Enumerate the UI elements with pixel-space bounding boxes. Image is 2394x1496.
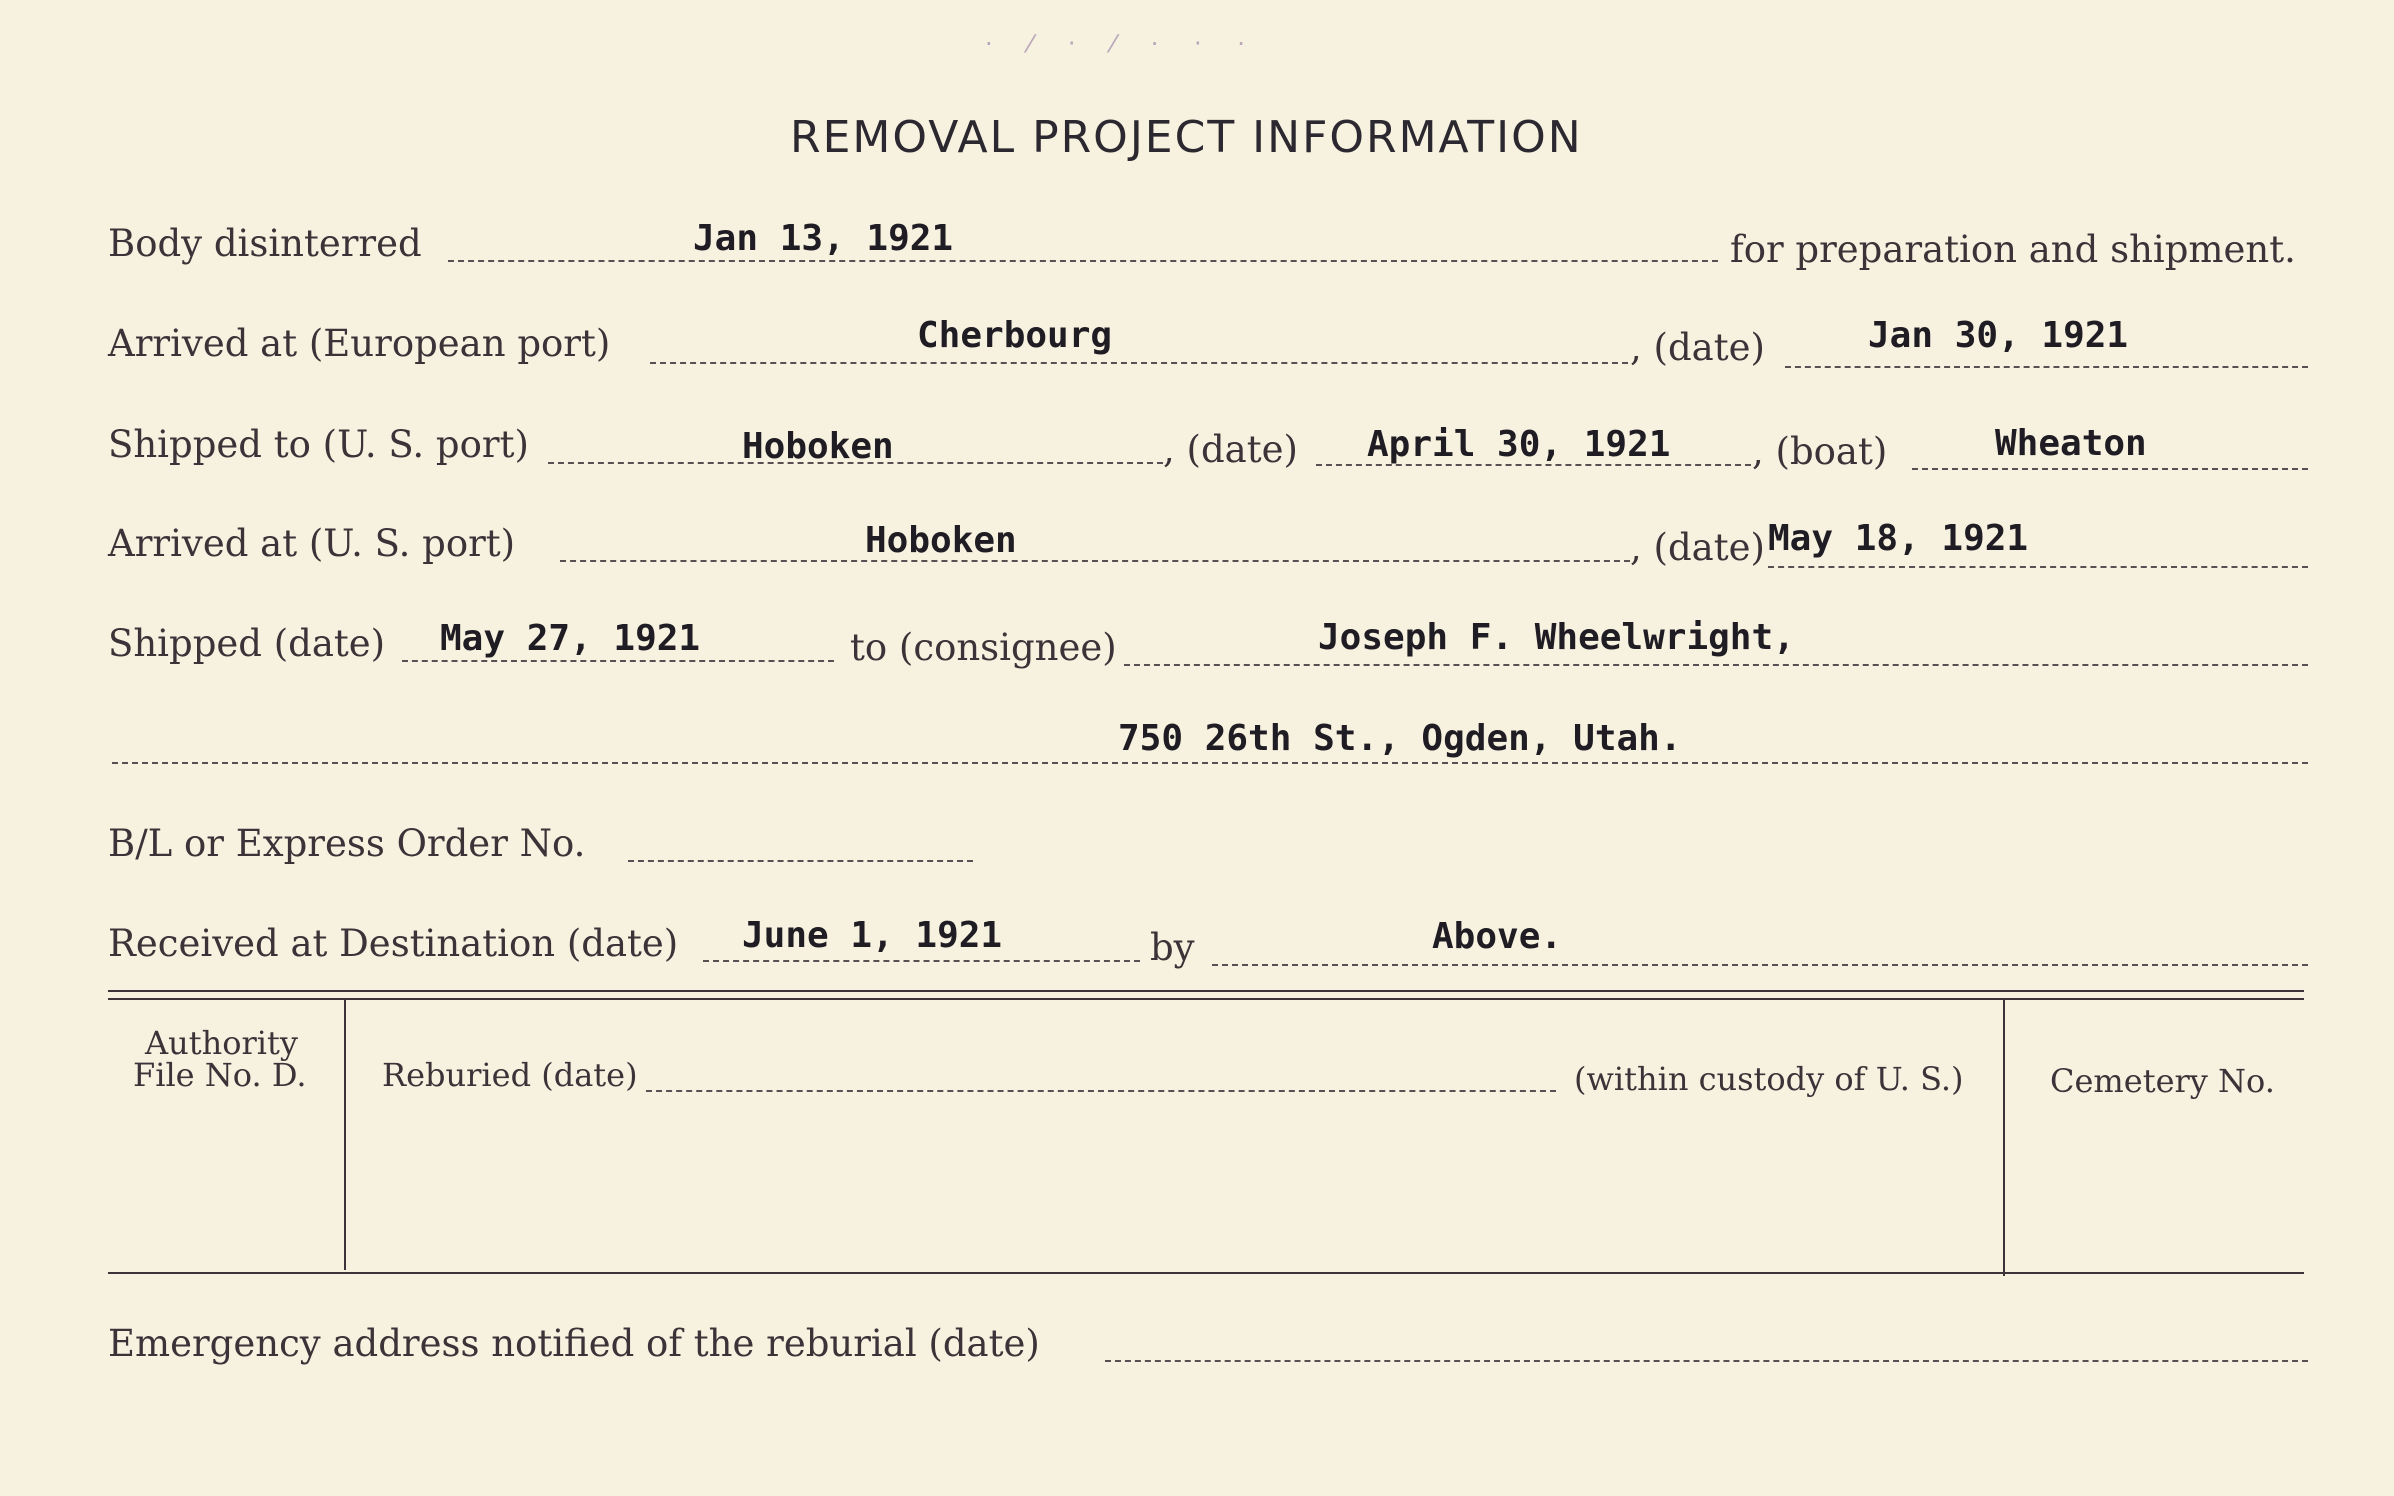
bl-express-line — [628, 860, 973, 862]
received-by-value: Above. — [1432, 916, 1563, 957]
authority-label-line1: Authority — [145, 1024, 298, 1062]
cemetery-number-label: Cemetery No. — [2050, 1062, 2275, 1100]
shipped-date-line — [402, 660, 834, 662]
disinterred-field-line — [448, 260, 1718, 262]
table-divider-left — [344, 1000, 346, 1270]
received-by-line — [1212, 964, 2308, 966]
reburied-label: Reburied (date) — [382, 1056, 638, 1094]
shipped-us-date-value: April 30, 1921 — [1367, 424, 1671, 465]
faint-stamp-marks: · ⁄ ‧ ⁄ · ‧ · — [985, 30, 1259, 58]
address-line — [112, 762, 2308, 764]
consignee-label: to (consignee) — [850, 626, 1117, 669]
arrived-us-port-value: Hoboken — [865, 520, 1017, 561]
consignee-line — [1124, 664, 2308, 666]
disinterred-value: Jan 13, 1921 — [693, 218, 954, 259]
bl-express-label: B/L or Express Order No. — [108, 822, 586, 865]
shipped-us-boat-value: Wheaton — [1995, 423, 2147, 464]
shipped-us-boat-label: , (boat) — [1752, 430, 1888, 473]
european-port-date-value: Jan 30, 1921 — [1868, 315, 2129, 356]
table-divider-right — [2003, 1000, 2005, 1276]
emergency-label: Emergency address notified of the reburial (date) — [108, 1322, 1040, 1365]
disinterred-label: Body disinterred — [108, 222, 422, 265]
shipped-us-port-value: Hoboken — [742, 426, 894, 467]
european-port-date-label: , (date) — [1630, 326, 1765, 369]
custody-label: (within custody of U. S.) — [1574, 1060, 1964, 1098]
received-destination-label: Received at Destination (date) — [108, 922, 679, 965]
arrived-us-date-value: May 18, 1921 — [1768, 518, 2029, 559]
received-by-label: by — [1150, 926, 1195, 969]
table-top-rule — [108, 990, 2304, 992]
authority-label-line2: File No. D. — [133, 1056, 307, 1094]
european-port-label: Arrived at (European port) — [108, 322, 611, 365]
arrived-us-port-field-line — [560, 560, 1630, 562]
received-date-line — [703, 960, 1140, 962]
card-title: REMOVAL PROJECT INFORMATION — [790, 112, 1583, 163]
shipped-us-date-label: , (date) — [1163, 428, 1298, 471]
shipped-us-port-label: Shipped to (U. S. port) — [108, 423, 529, 466]
table-bottom-rule — [108, 1272, 2304, 1274]
received-date-value: June 1, 1921 — [742, 915, 1003, 956]
arrived-us-date-line — [1768, 566, 2308, 568]
arrived-us-port-label: Arrived at (U. S. port) — [108, 522, 516, 565]
emergency-line — [1105, 1360, 2308, 1362]
table-top-rule-double — [108, 998, 2304, 1000]
consignee-value: Joseph F. Wheelwright, — [1318, 617, 1795, 658]
reburied-line — [646, 1090, 1556, 1092]
european-port-field-line — [650, 362, 1628, 364]
shipped-us-boat-line — [1912, 468, 2308, 470]
european-port-date-line — [1785, 366, 2308, 368]
shipped-date-label: Shipped (date) — [108, 622, 386, 665]
arrived-us-date-label: , (date) — [1630, 526, 1765, 569]
shipped-date-value: May 27, 1921 — [440, 618, 701, 659]
disinterred-suffix: for preparation and shipment. — [1730, 228, 2296, 271]
consignee-address-value: 750 26th St., Ogden, Utah. — [1118, 718, 1682, 759]
european-port-value: Cherbourg — [917, 315, 1113, 356]
